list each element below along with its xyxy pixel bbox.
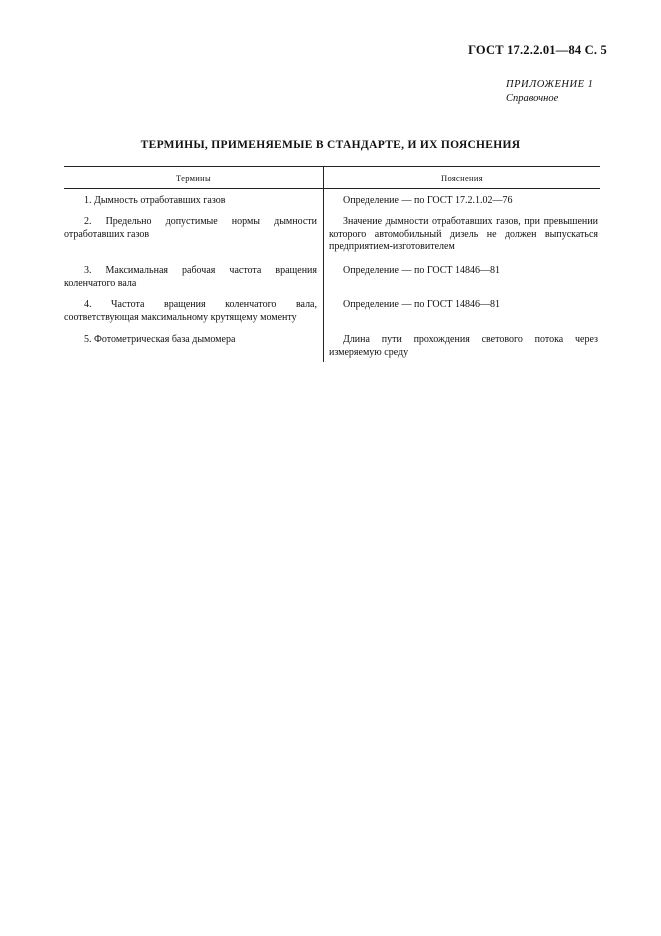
explanation-cell: Определение — по ГОСТ 17.2.1.02—76 [343, 195, 513, 206]
explanation-cell: Определение — по ГОСТ 14846—81 [343, 299, 500, 310]
document-title: ТЕРМИНЫ, ПРИМЕНЯЕМЫЕ В СТАНДАРТЕ, И ИХ ПОЯСНЕНИЯ [140, 139, 521, 151]
term-cell: 5. Фотометрическая база дымомера [84, 334, 236, 345]
term-cell: 3. Максимальная рабочая частота вращения коленчатого вала [64, 265, 317, 289]
page-header-ref: ГОСТ 17.2.2.01—84 С. 5 [468, 43, 607, 57]
table-header-rule [64, 188, 600, 189]
term-cell: 2. Предельно допустимые нормы дымности отработавших газов [64, 216, 317, 240]
column-header-terms: Термины [175, 173, 212, 183]
column-header-explanations: Пояснения [441, 173, 483, 183]
explanation-cell: Значение дымности отработавших газов, при превышении которого автомобильный дизель не должен выпускаться предприятием-изготовителем [329, 216, 598, 252]
appendix-title: ПРИЛОЖЕНИЕ 1 [506, 79, 594, 90]
explanation-cell: Длина пути прохождения светового потока через измеряемую среду [329, 334, 598, 358]
table-column-divider [323, 166, 324, 362]
appendix-block [506, 78, 593, 106]
table-top-rule [64, 166, 600, 167]
appendix-subtitle: Справочное [506, 93, 559, 104]
term-cell: 4. Частота вращения коленчатого вала, соответствующая максимальному крутящему моменту [64, 299, 317, 323]
term-cell: 1. Дымность отработавших газов [84, 195, 226, 206]
explanation-cell: Определение — по ГОСТ 14846—81 [343, 265, 500, 276]
